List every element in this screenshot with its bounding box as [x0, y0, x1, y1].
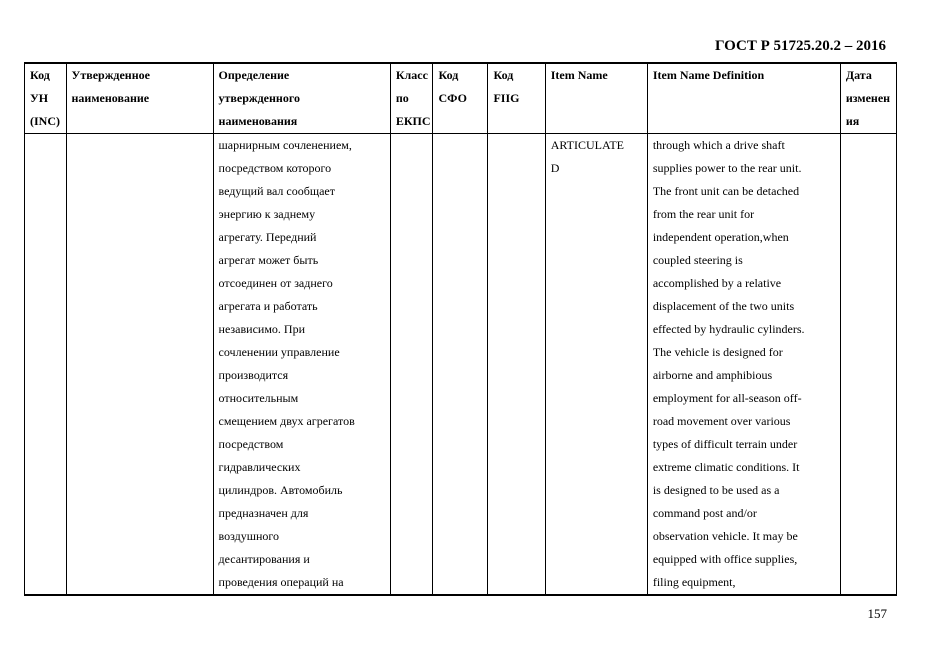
- text-line: accomplished by a relative: [652, 276, 782, 290]
- text-line: through which a drive shaft: [652, 138, 785, 152]
- text-line: агрегат может быть: [218, 253, 319, 267]
- text-line: наименования: [218, 114, 298, 128]
- text-line: УН: [30, 91, 49, 105]
- column-header-item-name-definition: [647, 63, 840, 134]
- text-line: гидравлических: [218, 460, 301, 474]
- text-line: extreme climatic conditions. It: [652, 460, 800, 474]
- cell-fiig-code: [488, 134, 545, 596]
- text-line: энергию к заднему: [218, 207, 316, 221]
- text-line: смещением двух агрегатов: [218, 414, 355, 428]
- cell-inc-code: [25, 134, 67, 596]
- text-line: ЕКПС: [395, 114, 431, 128]
- text-line: Определение: [218, 68, 290, 82]
- column-header-change-date: [840, 63, 896, 134]
- text-line: independent operation,when: [652, 230, 789, 244]
- text-line: цилиндров. Автомобиль: [218, 483, 343, 497]
- text-line: предназначен для: [218, 506, 309, 520]
- column-header-item-name: [545, 63, 647, 134]
- text-line: сочленении управление: [218, 345, 340, 359]
- text-line: утвержденного: [218, 91, 300, 105]
- text-line: Item Name: [550, 68, 608, 82]
- text-line: Код: [493, 68, 514, 82]
- text-line: D: [550, 161, 560, 175]
- column-header-inc-code: [25, 63, 67, 134]
- column-header-ekps-class: [390, 63, 433, 134]
- text-line: from the rear unit for: [652, 207, 755, 221]
- text-line: Код: [438, 68, 459, 82]
- text-line: equipped with office supplies,: [652, 552, 798, 566]
- text-line: ведущий вал сообщает: [218, 184, 335, 198]
- text-line: изменен: [845, 91, 891, 105]
- text-line: effected by hydraulic cylinders.: [652, 322, 805, 336]
- table-row: [25, 134, 897, 596]
- text-line: Код: [30, 68, 50, 82]
- text-line: The front unit can be detached: [652, 184, 800, 198]
- text-line: агрегата и работать: [218, 299, 318, 313]
- column-header-approved-name: [66, 63, 213, 134]
- cell-ekps-class: [390, 134, 433, 596]
- text-line: The vehicle is designed for: [652, 345, 783, 359]
- table-header-row: [25, 63, 897, 134]
- text-line: отсоединен от заднего: [218, 276, 333, 290]
- text-line: ия: [845, 114, 860, 128]
- text-line: наименование: [71, 91, 150, 105]
- text-line: относительным: [218, 391, 299, 405]
- text-line: десантирования и: [218, 552, 310, 566]
- text-line: command post and/or: [652, 506, 757, 520]
- page-number: 157: [867, 606, 887, 621]
- cell-sfo-code: [433, 134, 488, 596]
- text-line: road movement over various: [652, 414, 791, 428]
- text-line: airborne and amphibious: [652, 368, 773, 382]
- text-line: FIIG: [493, 91, 520, 105]
- column-header-name-definition: [213, 63, 390, 134]
- cell-change-date: [840, 134, 896, 596]
- text-line: Дата: [845, 68, 872, 82]
- text-line: независимо. При: [218, 322, 306, 336]
- text-line: coupled steering is: [652, 253, 743, 267]
- text-line: СФО: [438, 91, 467, 105]
- text-line: посредством: [218, 437, 284, 451]
- cell-item-definition-en: [647, 134, 840, 596]
- text-line: employment for all-season off-: [652, 391, 802, 405]
- text-line: Утвержденное: [71, 68, 150, 82]
- cell-item-name: [545, 134, 647, 596]
- cell-definition-ru: [213, 134, 390, 596]
- text-line: проведения операций на: [218, 575, 344, 589]
- text-line: filing equipment,: [652, 575, 736, 589]
- text-line: воздушного: [218, 529, 280, 543]
- text-line: supplies power to the rear unit.: [652, 161, 802, 175]
- column-header-sfo-code: [433, 63, 488, 134]
- text-line: производится: [218, 368, 289, 382]
- column-header-fiig-code: [488, 63, 545, 134]
- text-line: агрегату. Передний: [218, 230, 317, 244]
- text-line: (INC): [30, 114, 60, 128]
- text-line: шарнирным сочленением,: [218, 138, 352, 152]
- text-line: Класс: [395, 68, 428, 82]
- text-line: посредством которого: [218, 161, 332, 175]
- text-line: ARTICULATE: [550, 138, 624, 152]
- spec-table: [24, 62, 897, 596]
- text-line: по: [395, 91, 409, 105]
- text-line: displacement of the two units: [652, 299, 795, 313]
- text-line: Item Name Definition: [652, 68, 765, 82]
- text-line: is designed to be used as a: [652, 483, 780, 497]
- cell-approved-name: [66, 134, 213, 596]
- document-header: ГОСТ Р 51725.20.2 – 2016: [714, 38, 886, 54]
- text-line: types of difficult terrain under: [652, 437, 798, 451]
- text-line: observation vehicle. It may be: [652, 529, 798, 543]
